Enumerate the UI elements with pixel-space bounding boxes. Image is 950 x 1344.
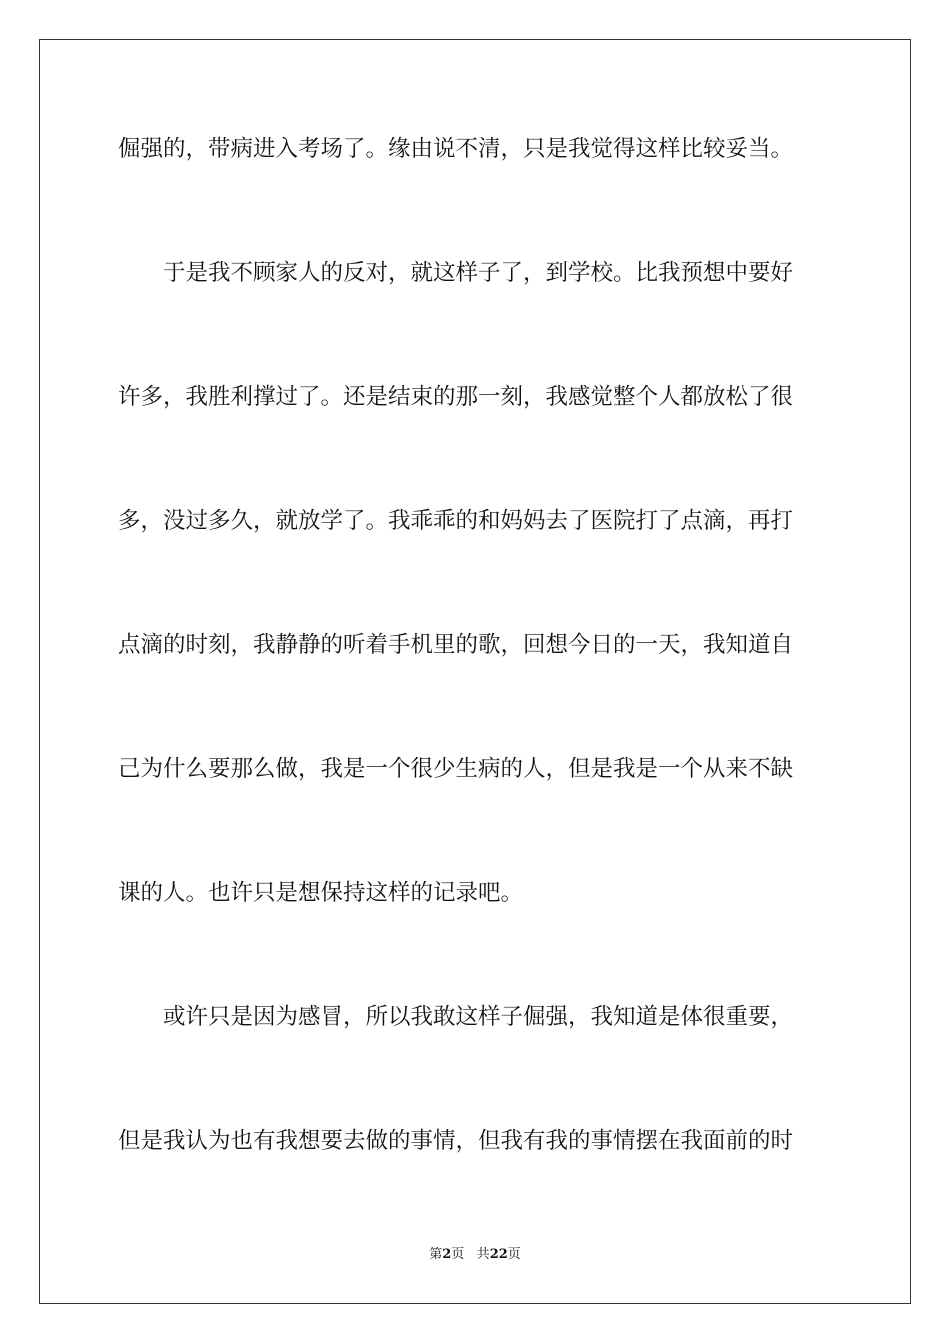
- page-footer: [0, 1246, 950, 1264]
- page-prefix: 第: [429, 1247, 443, 1262]
- text-line-5: 点滴的时刻，我静静的听着手机里的歌，回想今日的一天，我知道自: [118, 632, 794, 658]
- page-border: [39, 39, 911, 1304]
- text-line-1: 倔强的，带病进入考场了。缘由说不清，只是我觉得这样比较妥当。: [118, 136, 794, 162]
- text-line-2: 于是我不顾家人的反对，就这样子了，到学校。比我预想中要好: [118, 260, 794, 286]
- text-line-8: 或许只是因为感冒，所以我敢这样子倔强，我知道是体很重要，: [118, 1004, 794, 1030]
- page-number: 2: [442, 1247, 452, 1262]
- total-suffix: 页: [507, 1247, 521, 1262]
- text-line-4: 多，没过多久，就放学了。我乖乖的和妈妈去了医院打了点滴，再打: [118, 508, 794, 534]
- text-line-6: 己为什么要那么做，我是一个很少生病的人，但是我是一个从来不缺: [118, 756, 794, 782]
- total-pages: 22: [489, 1247, 508, 1262]
- text-line-7: 课的人。也许只是想保持这样的记录吧。: [118, 880, 524, 906]
- text-line-3: 许多，我胜利撑过了。还是结束的那一刻，我感觉整个人都放松了很: [118, 384, 794, 410]
- text-line-9: 但是我认为也有我想要去做的事情，但我有我的事情摆在我面前的时: [118, 1128, 794, 1154]
- page-suffix: 页: [451, 1247, 465, 1262]
- total-prefix: 共: [476, 1247, 490, 1262]
